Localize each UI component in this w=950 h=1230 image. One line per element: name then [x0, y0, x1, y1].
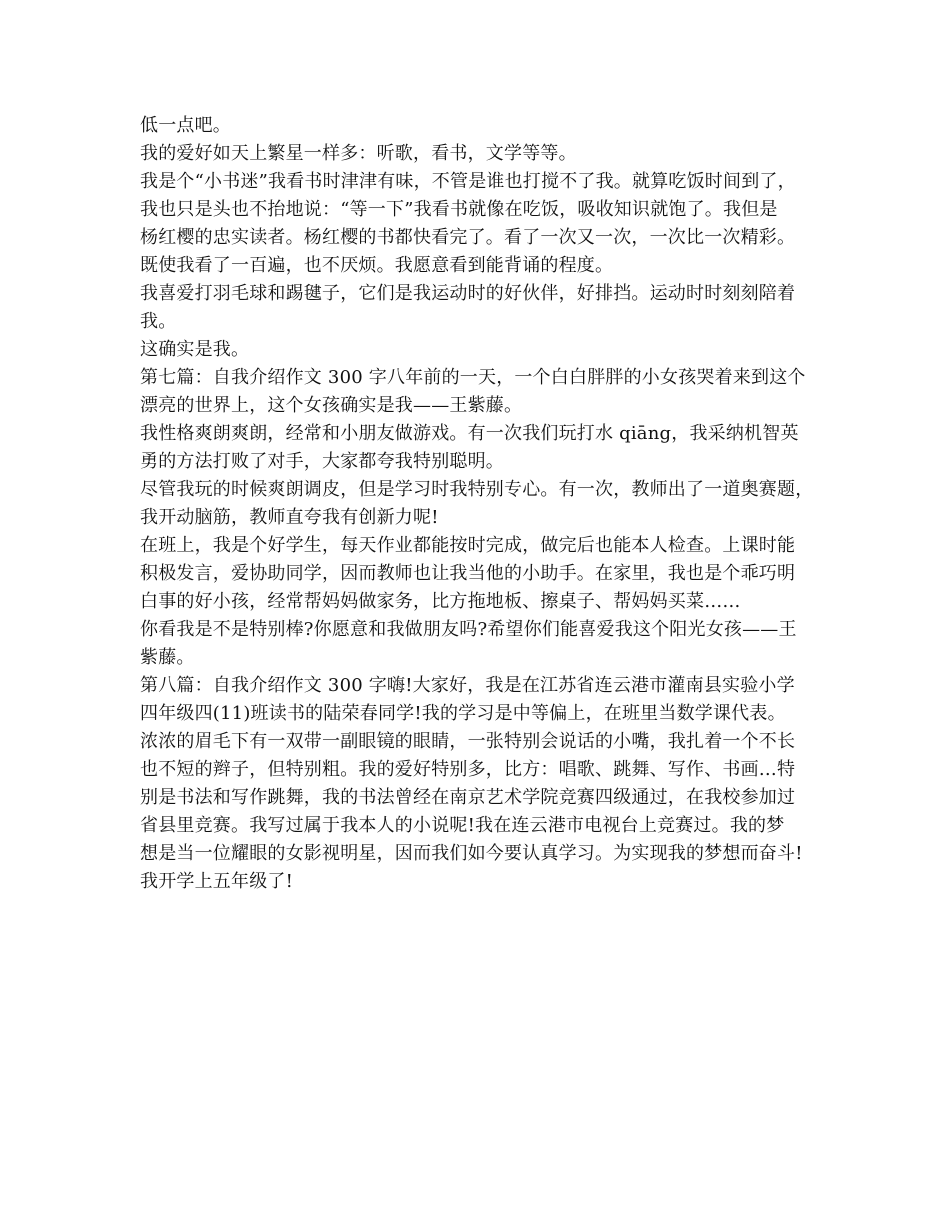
- text-line: 我喜爱打羽毛球和踢毽子，它们是我运动时的好伙伴，好排挡。运动时时刻刻陪着: [140, 283, 796, 304]
- text-line: 我的爱好如天上繁星一样多：听歌，看书，文学等等。: [140, 143, 577, 164]
- text-line: 我。: [140, 311, 177, 332]
- text-line: 浓浓的眉毛下有一双带一副眼镜的眼睛，一张特别会说话的小嘴，我扎着一个不长: [140, 731, 796, 752]
- text-line: 第八篇：自我介绍作文 300 字嗨!大家好，我是在江苏省连云港市灌南县实验小学: [140, 675, 795, 696]
- text-line: 四年级四(11)班读书的陆荣春同学!我的学习是中等偏上，在班里当数学课代表。: [140, 703, 786, 724]
- text-line: 白事的好小孩，经常帮妈妈做家务，比方拖地板、擦桌子、帮妈妈买菜……: [140, 591, 741, 612]
- document-page: [140, 112, 830, 896]
- text-line: 我性格爽朗爽朗，经常和小朋友做游戏。有一次我们玩打水 qiāng，我采纳机智英: [140, 423, 799, 444]
- text-line: 第七篇：自我介绍作文 300 字八年前的一天，一个白白胖胖的小女孩哭着来到这个: [140, 367, 806, 388]
- text-line: 这确实是我。: [140, 339, 250, 360]
- text-line: 我开学上五年级了!: [140, 871, 294, 892]
- text-line: 漂亮的世界上，这个女孩确实是我——王紫藤。: [140, 395, 523, 416]
- text-line: 别是书法和写作跳舞，我的书法曾经在南京艺术学院竞赛四级通过，在我校参加过: [140, 787, 796, 808]
- text-line: 也不短的辫子，但特别粗。我的爱好特别多，比方：唱歌、跳舞、写作、书画…特: [140, 759, 796, 780]
- text-line: 既使我看了一百遍，也不厌烦。我愿意看到能背诵的程度。: [140, 255, 614, 276]
- text-line: 尽管我玩的时候爽朗调皮，但是学习时我特别专心。有一次，教师出了一道奥赛题，: [140, 479, 814, 500]
- text-line: 你看我是不是特别棒?你愿意和我做朋友吗?希望你们能喜爱我这个阳光女孩——王: [140, 619, 797, 640]
- text-line: 省县里竞赛。我写过属于我本人的小说呢!我在连云港市电视台上竞赛过。我的梦: [140, 815, 785, 836]
- text-line: 勇的方法打败了对手，大家都夸我特别聪明。: [140, 451, 504, 472]
- text-line: 我也只是头也不抬地说：“等一下”我看书就像在吃饭，吸收知识就饱了。我但是: [140, 199, 778, 220]
- text-line: 想是当一位耀眼的女影视明星，因而我们如今要认真学习。为实现我的梦想而奋斗!: [140, 843, 803, 864]
- text-line: 紫藤。: [140, 647, 195, 668]
- text-line: 我是个“小书迷”我看书时津津有味，不管是谁也打搅不了我。就算吃饭时间到了，: [140, 171, 796, 192]
- text-line: 我开动脑筋，教师直夸我有创新力呢!: [140, 507, 439, 528]
- text-line: 低一点吧。: [140, 115, 231, 136]
- text-line: 积极发言，爱协助同学，因而教师也让我当他的小助手。在家里，我也是个乖巧明: [140, 563, 796, 584]
- text-line: 杨红樱的忠实读者。杨红樱的书都快看完了。看了一次又一次，一次比一次精彩。: [140, 227, 796, 248]
- text-line: 在班上，我是个好学生，每天作业都能按时完成，做完后也能本人检查。上课时能: [140, 535, 796, 556]
